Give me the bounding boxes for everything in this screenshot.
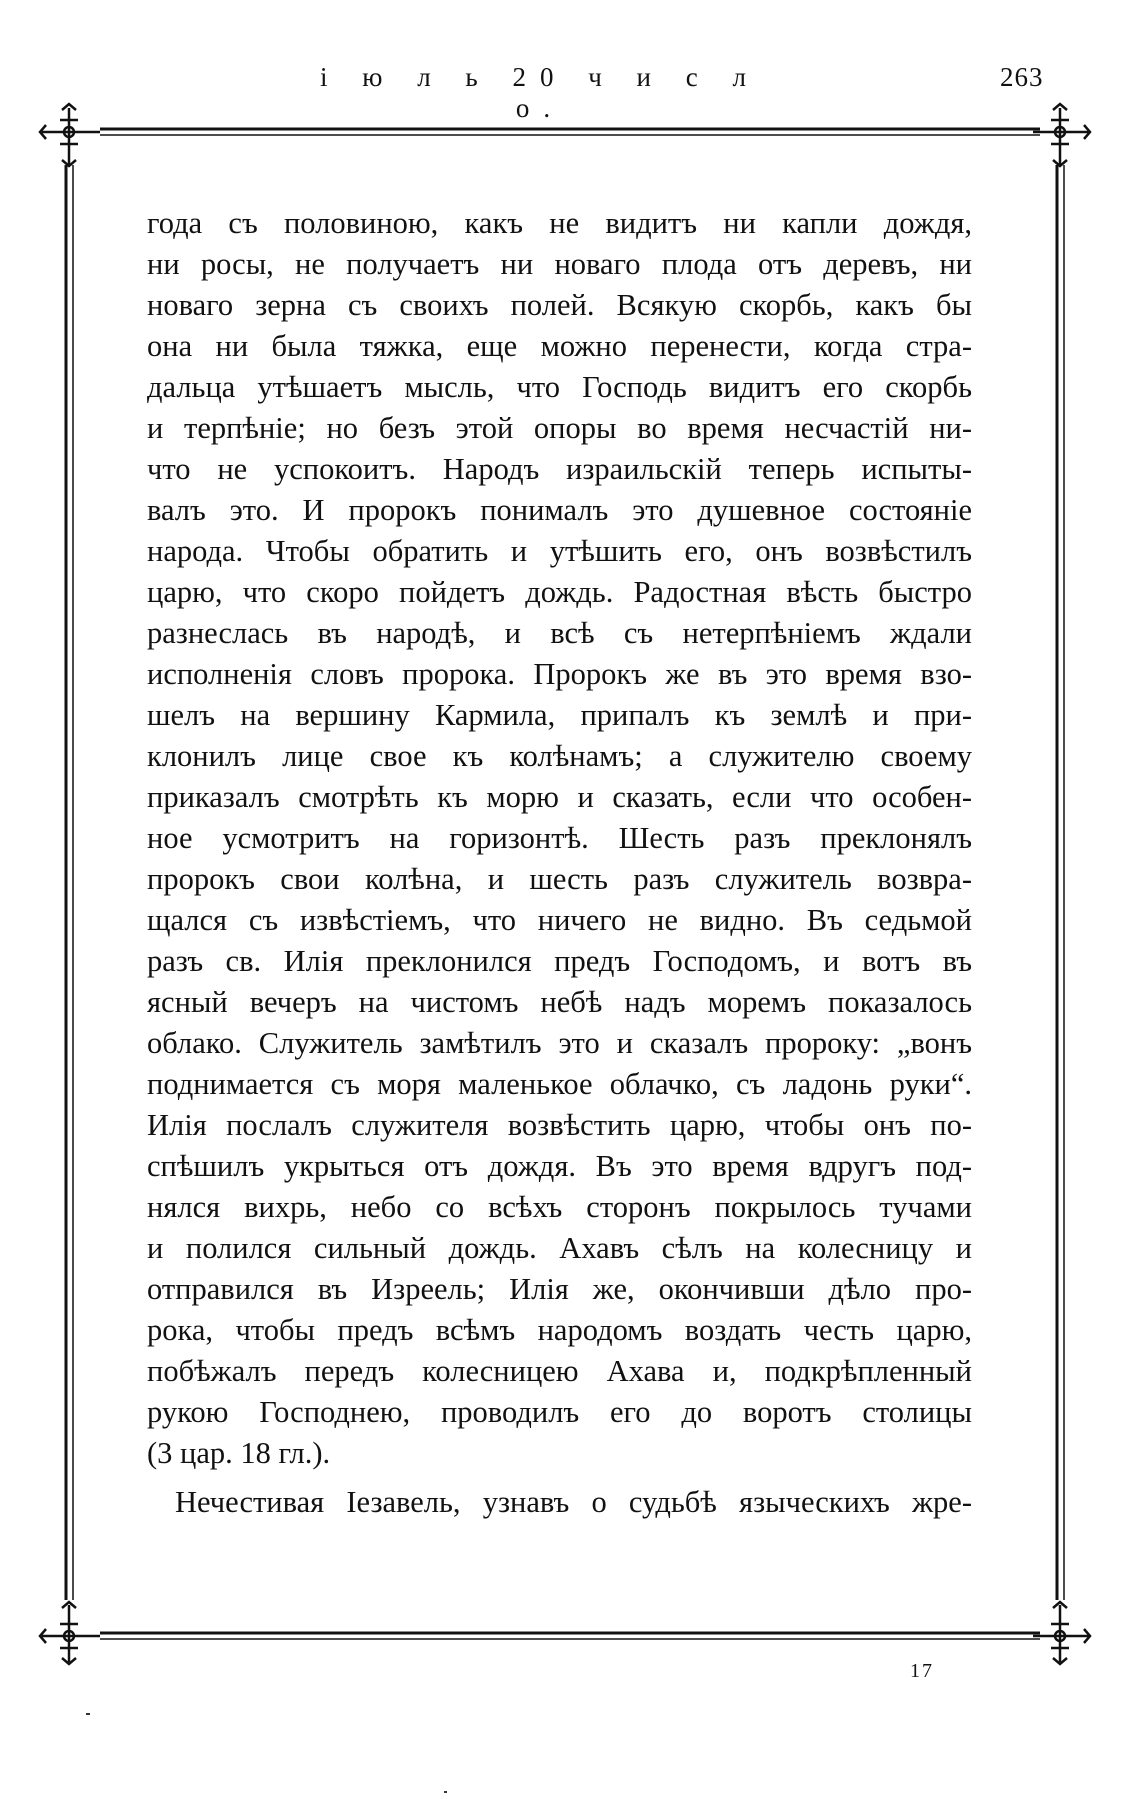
text-line: народа. Чтобы обратить и утѣшить его, онъ возвѣстилъ [147,534,972,568]
running-title: і ю л ь 20 ч и с л о. [320,62,760,123]
text-line: побѣжалъ передъ колесницею Ахава и, подкрѣпленный [147,1354,972,1388]
text-line: пророкъ свои колѣна, и шесть разъ служитель возвра- [147,862,972,896]
text-line: рукою Господнею, проводилъ его до воротъ столицы [147,1395,972,1429]
text-line: отправился въ Изреель; Илія же, окончивши дѣло про- [147,1272,972,1306]
text-line: и полился сильный дождь. Ахавъ сѣлъ на колесницу и [147,1231,972,1265]
page-number: 263 [1000,62,1044,92]
text-line: спѣшилъ укрыться отъ дождя. Въ это время вдругъ под- [147,1149,972,1183]
running-head [0,62,1140,123]
text-line: шелъ на вершину Кармила, припалъ къ землѣ и при- [147,698,972,732]
text-line: поднимается съ моря маленькое облачко, съ ладонь руки“. [147,1067,972,1101]
body-text [147,203,972,1523]
text-line: клонилъ лице свое къ колѣнамъ; а служителю своему [147,739,972,773]
text-line: разъ св. Илія преклонился предъ Господомъ, и вотъ въ [147,944,972,978]
text-line: исполненія словъ пророка. Пророкъ же въ это время взо- [147,657,972,691]
text-line: (3 цар. 18 гл.). [147,1436,331,1470]
text-line: щался съ извѣстіемъ, что ничего не видно. Въ седьмой [147,903,972,937]
text-line: ни росы, не получаетъ ни новаго плода отъ деревъ, ни [147,247,972,281]
paragraph [147,1482,972,1523]
paragraph [147,203,972,1474]
text-line: дальца утѣшаетъ мысль, что Господь видитъ его скорбь [147,370,972,404]
print-speck [444,1791,447,1793]
corner-ornament-top-right [1033,104,1090,166]
corner-ornament-top-left [40,104,100,166]
text-line: ясный вечеръ на чистомъ небѣ надъ моремъ показалось [147,985,972,1019]
signature-mark: 17 [910,1660,934,1682]
text-line: облако. Служитель замѣтилъ это и сказалъ пророку: „вонъ [147,1026,972,1060]
text-line: валъ это. И пророкъ понималъ это душевное состояніе [147,493,972,527]
text-line: нялся вихрь, небо со всѣхъ сторонъ покрылось тучами [147,1190,972,1224]
text-line: новаго зерна съ своихъ полей. Всякую скорбь, какъ бы [147,288,972,322]
corner-ornament-bottom-left [40,1602,100,1664]
text-line: ное усмотритъ на горизонтѣ. Шесть разъ преклонялъ [147,821,972,855]
text-line: что не успокоитъ. Народъ израильскій теперь испыты- [147,452,972,486]
text-line: года съ половиною, какъ не видитъ ни капли дождя, [147,206,972,240]
corner-ornament-bottom-right [1033,1602,1090,1664]
print-speck [86,1713,90,1715]
text-line: разнеслась въ народѣ, и всѣ съ нетерпѣніемъ ждали [147,616,972,650]
text-line: Нечестивая Іезавель, узнавъ о судьбѣ языческихъ жре- [175,1485,972,1519]
text-line: и терпѣніе; но безъ этой опоры во время несчастій ни- [147,411,972,445]
text-line: царю, что скоро пойдетъ дождь. Радостная вѣсть быстро [147,575,972,609]
text-line: приказалъ смотрѣть къ морю и сказать, если что особен- [147,780,972,814]
text-line: рока, чтобы предъ всѣмъ народомъ воздать честь царю, [147,1313,972,1347]
text-line: она ни была тяжка, еще можно перенести, когда стра- [147,329,972,363]
text-line: Илія послалъ служителя возвѣстить царю, чтобы онъ по- [147,1108,972,1142]
